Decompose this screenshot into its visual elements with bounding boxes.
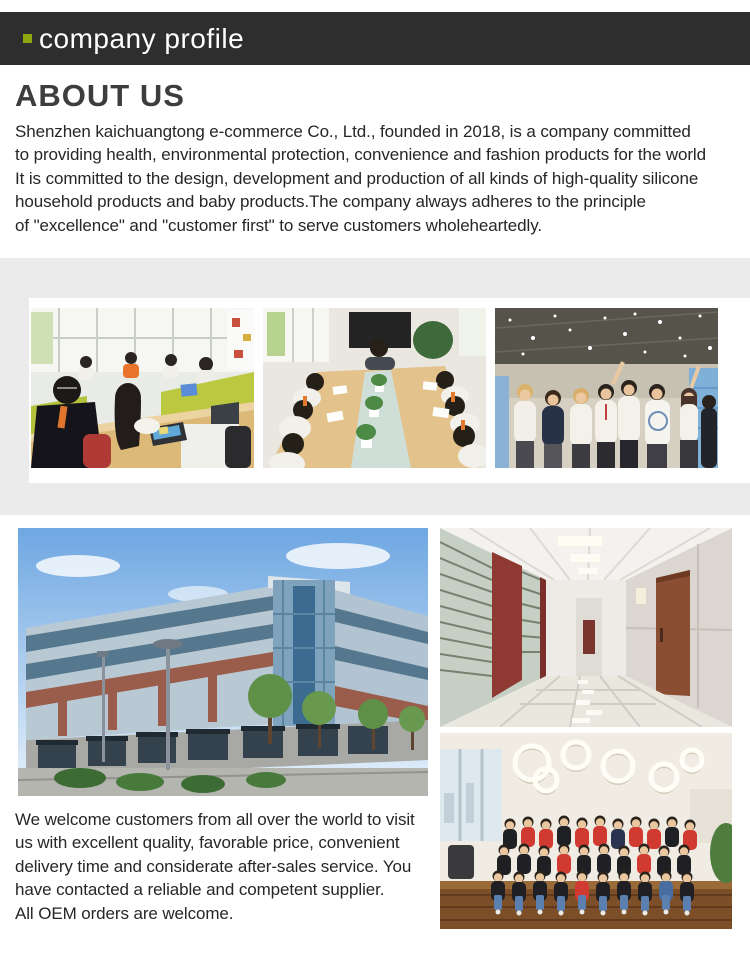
office-workspace-photo (31, 308, 254, 468)
office-hallway-illustration (440, 528, 732, 727)
team-group-illustration (440, 733, 732, 929)
office-gallery-card (29, 298, 750, 483)
about-line: It is committed to the design, development and production of all kinds of high-quality silicone (15, 168, 699, 188)
about-line: of "excellence" and "customer first" to serve customers wholeheartedly. (15, 215, 542, 235)
office-photo-row (29, 298, 750, 468)
meeting-room-photo (263, 308, 486, 468)
about-us-heading: ABOUT US (15, 78, 185, 113)
office-gallery-band (0, 258, 750, 515)
facilities-left-column (15, 528, 428, 929)
office-building-illustration (18, 528, 428, 796)
welcome-line: We welcome customers from all over the world to visit (15, 810, 415, 830)
visitors-group-photo (495, 308, 718, 468)
facilities-section (15, 528, 750, 929)
welcome-paragraph (15, 808, 428, 925)
welcome-line: All OEM orders are welcome. (15, 903, 234, 923)
facilities-right-column (440, 528, 732, 929)
meeting-room-illustration (263, 308, 486, 468)
office-workspace-illustration (31, 308, 254, 468)
welcome-line: us with excellent quality, favorable price, convenient (15, 833, 400, 853)
section-header-bar (0, 12, 750, 65)
about-line: Shenzhen kaichuangtong e-commerce Co., Ltd., founded in 2018, is a company committed (15, 122, 691, 141)
about-us-section (0, 78, 750, 237)
about-paragraph (15, 120, 735, 237)
green-bullet-icon (23, 34, 32, 43)
section-title: company profile (39, 22, 245, 54)
welcome-line: have contacted a reliable and competent supplier. (15, 880, 385, 900)
about-line: to providing health, environmental protection, convenience and fashion products for the world (15, 145, 706, 165)
company-profile-page (0, 12, 750, 929)
visitors-group-illustration (495, 308, 718, 468)
office-building-photo (18, 528, 428, 796)
about-line: household products and baby products.The company always adheres to the principle (15, 192, 646, 212)
office-hallway-photo (440, 528, 732, 727)
welcome-line: delivery time and considerate after-sales service. You (15, 856, 412, 876)
team-group-photo (440, 733, 732, 929)
